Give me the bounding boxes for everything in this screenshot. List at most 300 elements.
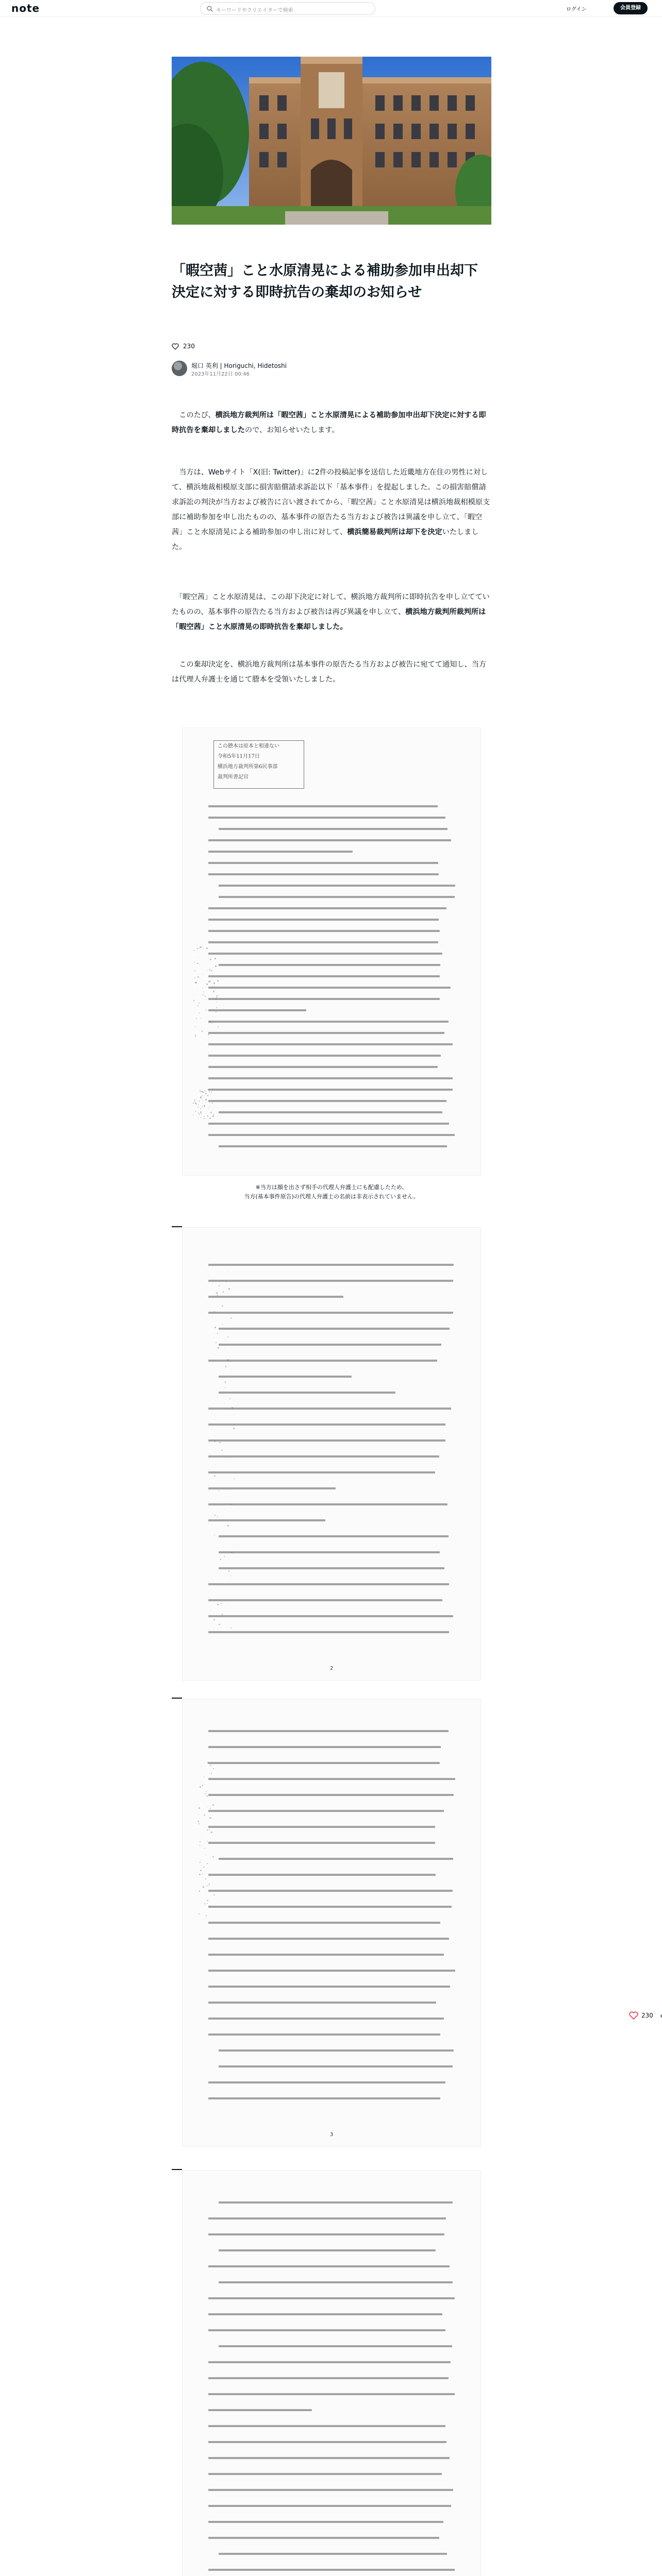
text-run: ので、お知らせいたします。 xyxy=(244,426,339,434)
scan-speckle xyxy=(209,1884,210,1885)
scanned-text-line xyxy=(219,2345,452,2347)
page-divider xyxy=(172,2169,182,2170)
scan-speckle xyxy=(204,1090,205,1091)
page-divider xyxy=(172,1226,182,1227)
scan-speckle xyxy=(203,1874,204,1875)
scanned-text-line xyxy=(208,1439,445,1442)
scan-speckle xyxy=(209,1766,210,1767)
stamp-line: 裁判所書記官 xyxy=(218,774,249,780)
scanned-text-line xyxy=(219,1376,352,1378)
scan-speckle xyxy=(205,1878,207,1880)
scan-speckle xyxy=(198,1807,200,1809)
scan-speckle xyxy=(201,1098,202,1099)
scanned-text-line xyxy=(219,2553,447,2555)
scan-speckle xyxy=(222,1614,223,1615)
scan-speckle xyxy=(216,1342,217,1343)
scan-speckle xyxy=(205,1093,207,1095)
scanned-text-line xyxy=(208,2265,450,2267)
scanned-text-line xyxy=(208,2425,445,2427)
scanned-text-line xyxy=(208,2377,449,2379)
scan-speckle xyxy=(207,1089,208,1090)
scan-speckle xyxy=(200,1860,201,1861)
scan-speckle xyxy=(207,1115,209,1117)
scanned-text-line xyxy=(208,817,445,819)
scanned-text-line xyxy=(208,1043,453,1045)
scan-speckle xyxy=(200,1870,202,1871)
scan-speckle xyxy=(204,1815,205,1816)
scanned-text-line xyxy=(219,828,448,830)
scan-speckle xyxy=(194,977,195,978)
scan-speckle xyxy=(201,1113,202,1114)
scan-speckle xyxy=(213,1114,214,1115)
scan-speckle xyxy=(211,1023,212,1024)
scan-speckle xyxy=(204,1106,205,1107)
bold-text-run: 横浜地方裁判所裁判所は「暇空茜」こと水原清晃の即時抗告を棄却しました。 xyxy=(172,608,486,631)
scan-speckle xyxy=(198,1003,200,1004)
scan-speckle xyxy=(203,1886,204,1888)
scan-speckle xyxy=(219,1442,220,1443)
scan-speckle xyxy=(219,1285,220,1286)
scan-caption: 当方(基本事件原告)の代理人弁護士の名前は非表示されていません。 xyxy=(244,1193,419,1200)
scanned-text-line xyxy=(219,1858,453,1860)
page-number: 3 xyxy=(330,2132,334,2138)
article-title: 「暇空茜」こと水原清晃による補助参加申出却下決定に対する即時抗告の棄却のお知らせ xyxy=(172,263,478,300)
courthouse-photo xyxy=(172,57,491,225)
scan-speckle xyxy=(203,994,204,995)
scan-speckle xyxy=(199,1114,200,1115)
scanned-text-line xyxy=(208,873,439,875)
scan-speckle xyxy=(196,1018,197,1019)
scanned-text-line xyxy=(208,2033,440,2036)
scanned-text-line xyxy=(219,2049,454,2052)
scan-speckle xyxy=(212,1115,213,1116)
scan-speckle xyxy=(200,1786,201,1787)
scanned-text-line xyxy=(208,2393,455,2395)
scanned-text-line xyxy=(208,1970,455,1972)
scanned-text-line xyxy=(208,1986,450,1988)
scan-speckle xyxy=(229,1398,230,1399)
scan-speckle xyxy=(217,980,219,981)
heart-icon xyxy=(172,343,179,350)
scan-speckle xyxy=(202,1100,203,1101)
scanned-text-line xyxy=(219,2249,436,2251)
search-icon xyxy=(207,6,213,12)
scan-speckle xyxy=(203,947,204,948)
scan-speckle xyxy=(214,1535,215,1536)
scan-speckle xyxy=(210,1808,211,1809)
scan-speckle xyxy=(231,1369,232,1370)
scan-speckle xyxy=(206,947,208,949)
scan-speckle xyxy=(207,1900,208,1902)
scan-speckle xyxy=(221,1603,222,1604)
scan-speckle xyxy=(193,994,194,995)
scan-speckle xyxy=(216,997,217,998)
scanned-text-line xyxy=(208,1100,446,1102)
scanned-text-line xyxy=(219,2065,453,2067)
scan-speckle xyxy=(213,1619,215,1621)
scan-speckle xyxy=(228,1271,229,1272)
page-number: 2 xyxy=(330,1666,334,1671)
scan-speckle xyxy=(201,1114,202,1115)
scanned-text-line xyxy=(208,2361,451,2363)
scan-speckle xyxy=(212,1103,213,1104)
scanned-text-line xyxy=(208,1077,453,1079)
scanned-text-line xyxy=(208,805,438,807)
scanned-text-line xyxy=(208,1021,449,1023)
scan-speckle xyxy=(198,1113,199,1114)
scan-speckle xyxy=(206,1010,207,1011)
scan-speckle xyxy=(211,1832,212,1833)
scan-speckle xyxy=(199,1874,201,1875)
scanned-text-line xyxy=(208,1487,336,1489)
scanned-text-line xyxy=(219,1567,444,1569)
scan-speckle xyxy=(195,1103,196,1104)
scanned-text-line xyxy=(208,1954,444,1956)
side-like-count: 230 xyxy=(641,2012,653,2019)
scan-speckle xyxy=(230,1575,231,1577)
scanned-text-line xyxy=(208,1842,435,1844)
stamp-line: 令和5年11月17日 xyxy=(218,754,260,759)
scan-speckle xyxy=(209,1817,211,1819)
scanned-text-line xyxy=(219,1392,395,1394)
scan-speckle xyxy=(211,1773,212,1774)
scanned-text-line xyxy=(208,1826,435,1828)
scan-speckle xyxy=(195,982,197,984)
scan-speckle xyxy=(225,1366,227,1367)
scan-speckle xyxy=(209,969,210,970)
stamp-line: 横浜地方裁判所第6民事部 xyxy=(218,764,278,770)
scanned-text-line xyxy=(219,1344,441,1346)
scanned-text-line xyxy=(208,1794,454,1796)
author-info[interactable] xyxy=(172,360,378,377)
scan-speckle xyxy=(194,970,195,971)
scan-speckle xyxy=(222,1324,223,1325)
text-run: 当方は、Webサイト「X(旧: Twitter)」に2件の投稿記事を送信した近畿地方在住の男性に対して、横浜地裁相模原支部に損害賠償請求訴訟以下「基本事件」を提起しました。この損害賠償請求訴訟の判決が当方および被告に言い渡されてから、「暇空茜」こと水原清晃は横浜地裁相模原支部に補助参加を申し出たものの、基本事件の原告たる当方および被告は異議を申し立て、「暇空茜」こと水原清晃による補助参加の申し出に対して、 xyxy=(172,468,490,536)
scan-speckle xyxy=(214,1476,216,1477)
scan-speckle xyxy=(204,1116,205,1117)
scanned-text-line xyxy=(208,839,451,841)
scan-speckle xyxy=(225,1381,226,1383)
scan-speckle xyxy=(233,1428,235,1429)
scanned-text-line xyxy=(219,896,455,898)
scan-caption: ※当方は顔を出さず相手の代理人弁護士にも配慮したため、 xyxy=(255,1184,408,1191)
scan-speckle xyxy=(216,1011,217,1012)
scan-speckle xyxy=(203,992,204,993)
scanned-text-line xyxy=(208,1264,454,1266)
scan-speckle xyxy=(206,1102,207,1103)
scanned-text-line xyxy=(208,2313,442,2315)
scanned-text-line xyxy=(208,2233,444,2235)
scan-speckle xyxy=(199,1890,201,1892)
scanned-text-line xyxy=(208,2217,446,2219)
scan-speckle xyxy=(227,1336,228,1337)
paragraph-3 xyxy=(172,590,491,635)
publish-date: 2023年11月22日 00:46 xyxy=(191,371,250,377)
text-run: 「暇空茜」こと水原清晃は、この却下決定に対して、横浜地方裁判所に即時抗告を申し立てていたものの、基本事件の原告たる当方および被告は再び異議を申し立て、 xyxy=(172,593,490,616)
scanned-text-line xyxy=(208,1032,444,1034)
stamp-line: この謄本は原本と相違ない xyxy=(218,743,279,749)
scan-speckle xyxy=(234,1478,235,1479)
scanned-text-line xyxy=(208,2537,439,2539)
scan-speckle xyxy=(209,1829,210,1830)
scanned-text-line xyxy=(219,885,455,887)
scan-speckle xyxy=(208,1034,209,1035)
scanned-text-line xyxy=(208,1778,455,1780)
scan-speckle xyxy=(231,1407,233,1409)
scanned-text-line xyxy=(208,1423,445,1426)
scanned-text-line xyxy=(208,1296,343,1298)
paragraph-2 xyxy=(172,465,491,555)
scan-speckle xyxy=(200,1841,201,1842)
scan-speckle xyxy=(193,1103,194,1104)
scanned-text-line xyxy=(208,1631,449,1633)
scan-speckle xyxy=(212,1856,214,1858)
scanned-text-line xyxy=(208,862,438,864)
scan-speckle xyxy=(205,983,206,984)
scan-speckle xyxy=(226,1281,227,1282)
scan-speckle xyxy=(217,1333,218,1334)
scan-speckle xyxy=(197,963,198,964)
scan-speckle xyxy=(207,1885,209,1887)
scanned-text-line xyxy=(219,2201,453,2204)
scan-speckle xyxy=(206,984,208,985)
scan-speckle xyxy=(198,1823,200,1824)
scan-speckle xyxy=(195,1035,196,1036)
scan-speckle xyxy=(207,1095,209,1096)
scanned-text-line xyxy=(208,1455,439,1458)
scanned-text-line xyxy=(208,1360,437,1362)
scan-speckle xyxy=(193,950,194,951)
scan-speckle xyxy=(206,1795,207,1797)
scan-speckle xyxy=(213,1894,215,1896)
page-divider xyxy=(172,1698,182,1699)
scanned-text-line xyxy=(208,2521,443,2523)
scan-speckle xyxy=(203,1092,204,1093)
scanned-text-line xyxy=(208,851,353,853)
scan-speckle xyxy=(217,1516,218,1517)
scanned-text-line xyxy=(208,1134,455,1136)
signup-button[interactable]: 会員登録 xyxy=(614,2,648,14)
scanned-text-line xyxy=(208,1746,441,1748)
scanned-text-line xyxy=(208,1922,440,1924)
scan-speckle xyxy=(211,1092,212,1093)
scanned-text-line xyxy=(208,998,440,1000)
scan-speckle xyxy=(200,1090,201,1091)
scanned-text-line xyxy=(208,1123,449,1125)
scan-speckle xyxy=(197,976,199,978)
bold-text-run: 横浜地方裁判所は「暇空茜」こと水原清晃による補助参加申出却下決定に対する即時抗告を棄却しました xyxy=(172,411,486,434)
scanned-page-1 xyxy=(182,727,481,1176)
scan-speckle xyxy=(230,1317,231,1318)
scan-speckle xyxy=(205,996,206,997)
scanned-page-4 xyxy=(182,2170,481,2576)
scan-speckle xyxy=(207,1762,209,1764)
scan-speckle xyxy=(209,1106,210,1107)
scan-speckle xyxy=(214,958,216,959)
scanned-text-line xyxy=(208,941,438,943)
scanned-text-line xyxy=(208,987,451,989)
scan-speckle xyxy=(212,1804,214,1806)
scanned-text-line xyxy=(219,1145,447,1147)
scanned-text-line xyxy=(208,1762,440,1764)
text-run: この棄却決定を、横浜地方裁判所は基本事件の原告たる当方および被告に宛てて通知し、当方は代理人弁護士を通じて謄本を受領いたしました。 xyxy=(172,660,487,684)
scan-speckle xyxy=(195,1026,196,1027)
scanned-text-line xyxy=(208,2569,455,2571)
scan-speckle xyxy=(216,1292,218,1294)
scanned-text-line xyxy=(208,2329,445,2331)
bold-text-run: 横浜簡易裁判所は却下を決定 xyxy=(347,528,442,536)
scan-speckle xyxy=(198,1821,199,1822)
scan-speckle xyxy=(228,1570,229,1571)
scanned-text-line xyxy=(208,2081,445,2083)
scanned-text-line xyxy=(208,2002,436,2004)
note-logo[interactable]: note xyxy=(11,2,40,14)
scan-speckle xyxy=(214,1515,216,1516)
scan-speckle xyxy=(216,999,217,1000)
scan-speckle xyxy=(222,1306,223,1307)
scan-speckle xyxy=(198,1814,199,1815)
scanned-text-line xyxy=(208,953,442,955)
scan-speckle xyxy=(204,1105,205,1106)
text-run: いたしました。 xyxy=(172,528,479,551)
scanned-text-line xyxy=(219,1111,442,1113)
scan-speckle xyxy=(197,1005,198,1006)
scanned-text-line xyxy=(208,2097,440,2099)
scanned-text-line xyxy=(208,1471,435,1473)
scanned-text-line xyxy=(208,907,446,909)
scan-speckle xyxy=(206,1791,207,1792)
heart-icon xyxy=(629,2011,638,2020)
scanned-page-3 xyxy=(182,1699,481,2147)
scan-speckle xyxy=(197,948,198,950)
scan-speckle xyxy=(199,1100,200,1101)
scan-speckle xyxy=(202,974,203,975)
hero-image xyxy=(172,57,491,225)
scanned-text-line xyxy=(208,2473,442,2475)
scanned-text-line xyxy=(219,1551,440,1553)
scan-speckle xyxy=(227,1525,229,1527)
scan-speckle xyxy=(194,1101,196,1103)
scan-speckle xyxy=(193,1000,194,1001)
scan-speckle xyxy=(213,1768,214,1769)
scanned-text-line xyxy=(208,1408,451,1410)
paragraph-4 xyxy=(172,657,491,687)
scan-speckle xyxy=(202,1106,203,1107)
scan-speckle xyxy=(214,1440,216,1442)
scanned-text-line xyxy=(208,2441,446,2443)
scan-speckle xyxy=(201,946,202,947)
scan-speckle xyxy=(200,1862,201,1863)
scanned-text-line xyxy=(208,1583,449,1585)
scan-speckle xyxy=(205,1793,206,1795)
scan-speckle xyxy=(198,1105,199,1106)
avatar[interactable] xyxy=(172,361,187,376)
share-icon[interactable] xyxy=(660,2012,662,2020)
scanned-text-line xyxy=(208,1874,436,1876)
scanned-text-line xyxy=(208,1890,453,1892)
scan-speckle xyxy=(212,1089,213,1090)
paragraph-1 xyxy=(172,408,491,438)
scanned-text-line xyxy=(208,1615,453,1617)
scanned-text-line xyxy=(208,2457,450,2459)
scan-speckle xyxy=(209,1091,210,1092)
scanned-text-line xyxy=(208,2489,453,2491)
scanned-text-line xyxy=(208,1312,453,1314)
scanned-text-line xyxy=(219,964,440,966)
like-count: 230 xyxy=(183,343,195,350)
scan-speckle xyxy=(217,1604,218,1605)
scanned-text-line xyxy=(208,1810,444,1812)
scanned-text-line xyxy=(219,1328,450,1330)
scan-speckle xyxy=(199,1102,200,1103)
scan-speckle xyxy=(207,1863,208,1864)
scanned-text-line xyxy=(208,1055,441,1057)
scan-speckle xyxy=(206,1915,207,1916)
scan-speckle xyxy=(220,1559,221,1560)
scan-speckle xyxy=(218,1347,219,1349)
scan-speckle xyxy=(202,1095,203,1096)
scan-speckle xyxy=(226,1462,227,1463)
scan-speckle xyxy=(209,1117,211,1119)
scanned-text-line xyxy=(219,1535,449,1537)
scan-speckle xyxy=(199,1012,200,1013)
scanned-text-line xyxy=(208,975,440,977)
scan-speckle xyxy=(210,980,211,981)
scan-speckle xyxy=(200,1108,201,1109)
scan-speckle xyxy=(202,1030,203,1031)
scan-speckle xyxy=(210,1765,211,1766)
top-header xyxy=(0,0,662,17)
scan-speckle xyxy=(210,1112,212,1113)
scanned-text-line xyxy=(208,919,439,921)
scanned-text-line xyxy=(208,1280,453,1282)
scanned-text-line xyxy=(208,930,440,932)
scan-speckle xyxy=(204,1776,205,1777)
scan-speckle xyxy=(225,1340,226,1341)
scan-speckle xyxy=(215,965,216,967)
text-run: このたび、 xyxy=(172,411,216,419)
scanned-text-line xyxy=(219,2281,453,2283)
scan-speckle xyxy=(207,1829,208,1831)
author-name[interactable]: 堀口 英利 | Horiguchi, Hidetoshi xyxy=(191,362,287,369)
scan-speckle xyxy=(205,1099,207,1100)
login-link[interactable]: ログイン xyxy=(566,7,587,12)
scan-speckle xyxy=(219,1624,220,1625)
scanned-text-line xyxy=(208,2297,455,2299)
scan-speckle xyxy=(218,1026,219,1027)
scan-speckle xyxy=(211,1818,212,1819)
scanned-text-line xyxy=(208,2409,312,2411)
scanned-text-line xyxy=(208,1503,448,1505)
scan-speckle xyxy=(214,1327,216,1328)
scan-speckle xyxy=(208,981,210,982)
scan-speckle xyxy=(204,1118,205,1119)
scan-speckle xyxy=(213,982,215,984)
scanned-text-line xyxy=(208,1089,453,1091)
scan-speckle xyxy=(221,1450,223,1451)
scanned-text-line xyxy=(208,1730,449,1732)
scan-speckle xyxy=(197,1107,198,1108)
search-input[interactable] xyxy=(200,2,375,15)
scanned-text-line xyxy=(208,1599,442,1601)
scanned-text-line xyxy=(208,1066,438,1068)
scanned-page-2 xyxy=(182,1227,481,1681)
scan-speckle xyxy=(230,1628,231,1629)
scanned-text-line xyxy=(208,1519,325,1521)
scan-speckle xyxy=(224,1556,225,1557)
scan-speckle xyxy=(229,1289,230,1290)
scan-speckle xyxy=(200,1111,201,1112)
